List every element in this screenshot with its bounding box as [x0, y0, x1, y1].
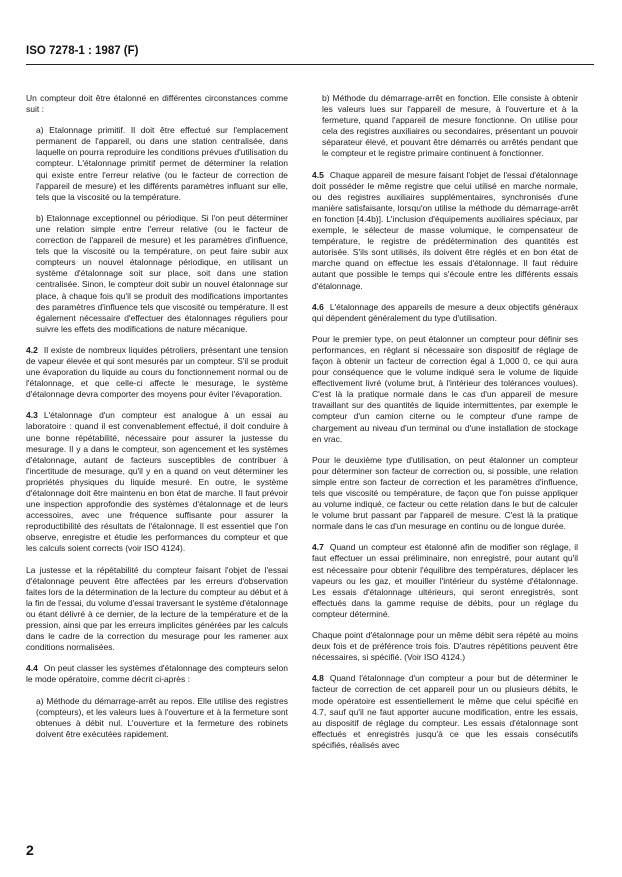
- section-number: 4.3: [26, 410, 38, 421]
- section-text: On peut classer les systèmes d'étalonnage des compteurs selon le mode opératoire, comme décrit ci-après :: [26, 663, 288, 685]
- section-text: Chaque appareil de mesure faisant l'objet de l'essai d'étalonnage doit posséder le même registre que celui utilisé en marche normale, ou des registres auxiliaires supplémentaires, synchronisés d'une manière satisfaisante, lorsqu'on utilise la méthode du démarrage-arrêt en fonction [4.4b)]. L'inclusion d'équipements auxiliaires spéciaux, par exemple, le sélecteur de masse volumique, le compensateur de température, le registre de prédétermination des quantités est autorisée. S'ils sont utilisés, ils doivent être réglés et en bon état de marche quand on effectue les essais d'étalonnage. Il faut réduire autant que possible le temps qui s'écoule entre les différents essais d'étalonnage.: [312, 169, 578, 291]
- section-number: 4.2: [26, 344, 38, 355]
- section-4-2: [26, 345, 288, 400]
- section-text: L'étalonnage d'un compteur est analogue à un essai au laboratoire : quand il est convenablement effectué, il doit conduire à une bonne répétabilité, nécessaire pour assurer la justesse du mesurage. Il y a dans le compteur, son agencement et les systèmes d'étalonnage, autant de facteurs susceptibles de contribuer à l'incertitude de mesurage, qu'il y en a quand on veut déterminer les propriétés physiques du liquide mesuré. En outre, le système d'étalonnage doit être maintenu en bon état de marche. Il faut prévoir une inspection approfondie des systèmes d'étalonnage et de leurs accessoires, avec une fréquence suffisante pour assurer la reproductibilité des résultats de l'étalonnage. Il est essentiel que l'on observe, enregistre et étudie les performances du compteur et que les calculs soient corrects (voir ISO 4124).: [26, 410, 288, 554]
- section-text: L'étalonnage des appareils de mesure a deux objectifs généraux qui dépendent généralement du type d'utilisation.: [312, 301, 578, 323]
- section-number: 4.6: [312, 301, 324, 312]
- standard-header: ISO 7278-1 : 1987 (F): [26, 45, 139, 57]
- item-a-primitive-calibration: a) Etalonnage primitif. Il doit être effectué sur l'emplacement permanent de l'appareil, ou dans une station centralisée, dans laquelle on pourra reproduire les conditions prévues d'utilisation du compteur. L'étalonnage primitif permet de déterminer la relation qui existe entre l'erreur relative (ou le facteur de correction de l'appareil de mesure) et les différents paramètres influant sur elle, tels que la viscosité ou la température.: [36, 125, 288, 202]
- repetition-paragraph: Chaque point d'étalonnage pour un même débit sera répété au moins deux fois et de préférence trois fois. D'autres répétitions peuvent être nécessaires, si spécifié. (Voir ISO 4124.): [312, 630, 578, 663]
- section-number: 4.5: [312, 169, 324, 180]
- item-b-periodic-calibration: b) Etalonnage exceptionnel ou périodique. Si l'on peut déterminer une relation simple entre l'erreur relative (ou le facteur de correction de l'appareil de mesure) et les paramètres d'influence, tels que la viscosité ou la température, on peut faire subir aux compteurs un nouvel étalonnage périodique, en utilisant un système d'étalonnage soit sur place, soit dans une station centralisée. Sinon, le compteur doit subir un nouvel étalonnage sur place, à chaque fois qu'il se produit des modifications importantes des paramètres d'influence tels que viscosité ou température. Il est également nécessaire d'effectuer des étalonnages réguliers pour suivre les effets des modifications de nature mécanique.: [36, 212, 288, 334]
- section-4-7: [312, 542, 578, 620]
- section-number: 4.4: [26, 663, 38, 674]
- section-text: Il existe de nombreux liquides pétroliers, présentant une tension de vapeur élevée et qui sont mesurés par un compteur. S'il se produit une évaporation du liquide au cours du fonctionnement normal ou de l'étalonnage, et que celle-ci affecte le mesurage, le système d'étalonnage devra comporter des moyens pour éviter l'évaporation.: [26, 344, 288, 400]
- first-type-paragraph: Pour le premier type, on peut étalonner un compteur pour définir ses performances, en réglant si nécessaire son dispositif de réglage de façon à obtenir un facteur de correction égal à 1,000 0, ce qui aura pour conséquence que le volume indiqué sera le volume de liquide effectivement livré (volume brut, à l'intérieur des tolérances voulues). C'est là la pratique normale dans le cas d'un appareil de mesure travaillant sur des quantités de liquide intermittentes, par exemple le compteur d'un camion citerne ou le compteur d'une rampe de chargement au niveau d'un terminal ou d'une installation de stockage en vrac.: [312, 333, 578, 444]
- second-type-paragraph: Pour le deuxième type d'utilisation, on peut étalonner un compteur pour déterminer son facteur de correction ou, si possible, une relation simple entre son facteur de correction et les paramètres d'influence, tels que viscosité ou température, de façon que l'on puisse appliquer au volume indiqué, ce facteur ou cette relation dans le but de calculer le volume brut passant par l'appareil de mesure. C'est là la pratique normale dans le cas d'un mesurage en continu ou de longue durée.: [312, 454, 578, 532]
- section-text: Quand un compteur est étalonné afin de modifier son réglage, il faut effectuer un essai préliminaire, non enregistré, pour autant qu'il est nécessaire pour obtenir l'équilibre des températures, déplacer les vapeurs ou les gaz, et mouiller l'intérieur du système d'étalonnage. Les essais d'étalonnage ultérieurs, qui seront enregistrés, sont effectués dans la gamme requise de débits, pour un réglage du compteur déterminé.: [312, 542, 578, 619]
- section-number: 4.8: [312, 673, 324, 684]
- accuracy-paragraph: La justesse et la répétabilité du compteur faisant l'objet de l'essai d'étalonnage peuvent être affectées par les erreurs d'observation faites lors de la détermination de la lecture du compteur au début et à la fin de l'essai, du volume d'essai traversant le système d'étalonnage ou étant délivré à ce dernier, de la lecture de la température et de la pression, ainsi que par les erreurs implicites générées par les calculs dans le cadre de la correction du mesurage pour les ramener aux conditions normalisées.: [26, 564, 288, 653]
- section-4-8: [312, 673, 578, 751]
- item-b-running-start-stop: b) Méthode du démarrage-arrêt en fonction. Elle consiste à obtenir les valeurs lues sur l'appareil de mesure, à l'ouverture et à la fermeture, quand l'appareil de mesure fonctionne. On utilise pour cela des registres auxiliaires ou secondaires, présentant un pouvoir séparateur élevé, et pouvant être démarrés ou arrêtés pendant que le compteur et le registre primaire continuent à fonctionner.: [322, 93, 578, 159]
- section-number: 4.7: [312, 542, 324, 553]
- left-column: [26, 93, 288, 750]
- header-rule: [26, 64, 594, 65]
- intro-paragraph: Un compteur doit être étalonné en différentes circonstances comme suit :: [26, 93, 288, 115]
- section-text: Quand l'étalonnage d'un compteur a pour but de déterminer le facteur de correction de cet appareil pour un ou plusieurs débits, le mode opératoire est essentiellement le même que celui spécifié en 4.7, sauf qu'il ne faut apporter aucune modification, entre les essais, au dispositif de réglage du compteur. Les essais d'étalonnage sont effectués et enregistrés jusqu'à ce que les essais consécutifs spécifiés, réalisés avec: [312, 673, 578, 750]
- section-4-3: [26, 410, 288, 554]
- page-number: 2: [26, 842, 34, 858]
- section-4-5: [312, 170, 578, 292]
- item-a-standing-start-stop: a) Méthode du démarrage-arrêt au repos. Elle utilise des registres (compteurs), et les valeurs lues à l'ouverture et à la fermeture sont obtenues à débit nul. L'ouverture et la fermeture des robinets doivent être exécutées rapidement.: [36, 695, 288, 739]
- section-4-4: [26, 663, 288, 685]
- right-column: [312, 93, 578, 761]
- section-4-6: [312, 302, 578, 324]
